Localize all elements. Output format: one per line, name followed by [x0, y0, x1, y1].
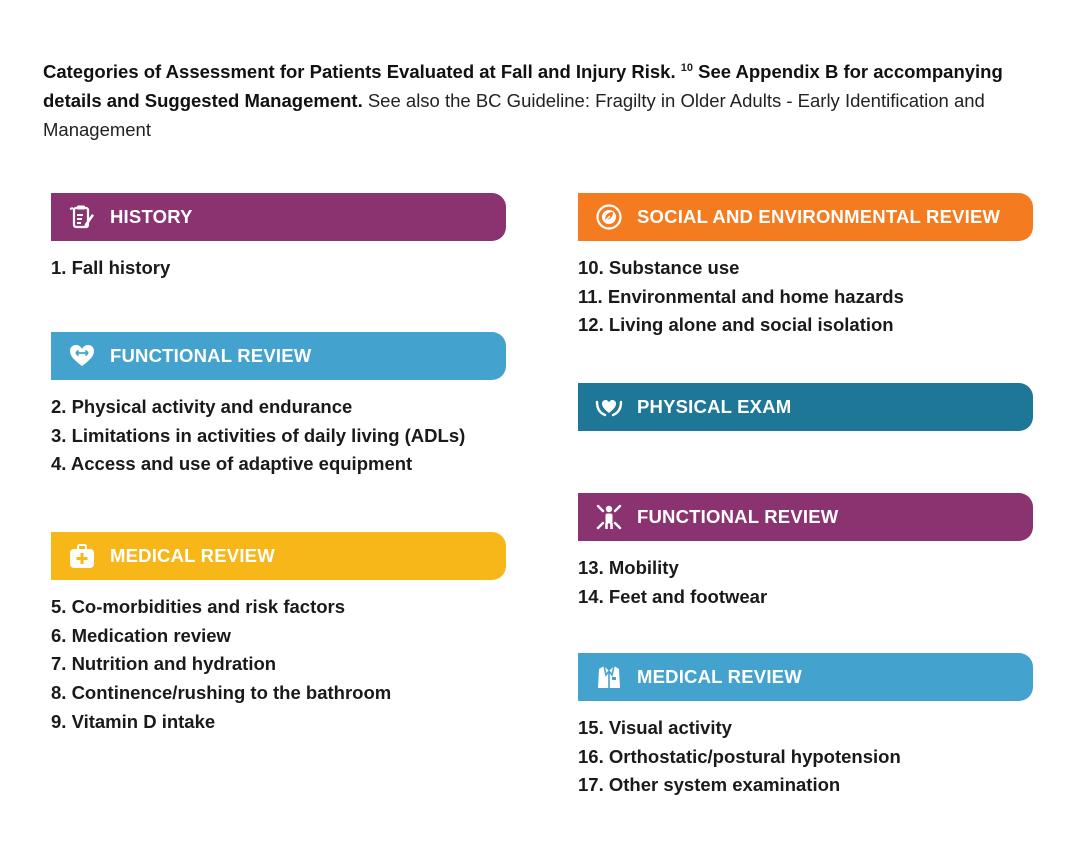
left-column	[51, 193, 506, 737]
heart-arrows-icon	[68, 342, 96, 370]
list-item: 9. Vitamin D intake	[51, 710, 216, 732]
list-item: 11. Environmental and home hazards	[578, 285, 904, 307]
caption-superscript: 10	[680, 62, 694, 74]
section-medical-review-right	[578, 653, 1033, 800]
list-item: 13. Mobility	[578, 557, 679, 578]
list-item: 10. Substance use	[578, 257, 740, 278]
item-list	[578, 241, 1033, 340]
list-item: 16. Orthostatic/postural hypotension	[578, 745, 901, 767]
caption-bold: Categories of Assessment for Patients Evaluated at Fall and Injury Risk.	[43, 61, 676, 83]
globe-leaf-icon	[595, 203, 623, 231]
list-item: 14. Feet and footwear	[578, 585, 768, 607]
section-medical-review	[51, 532, 506, 737]
person-arrows-icon	[595, 503, 623, 531]
list-item: 3. Limitations in activities of daily living (ADLs)	[51, 424, 466, 446]
list-item: 15. Visual activity	[578, 717, 732, 738]
section-header-functional-review	[51, 332, 506, 380]
list-item: 17. Other system examination	[578, 774, 841, 796]
item-list	[578, 701, 1033, 800]
caption-bold-2: See Appendix B for accompanying details and Suggested Management.	[43, 61, 1003, 112]
section-header-functional-review-right	[578, 493, 1033, 541]
section-title: FUNCTIONAL REVIEW	[637, 506, 839, 527]
section-header-physical-exam	[578, 383, 1033, 431]
section-title: FUNCTIONAL REVIEW	[110, 345, 312, 366]
section-title: PHYSICAL EXAM	[637, 396, 792, 417]
caption-regular: See also the BC Guideline: Fragilty in Older Adults - Early Identification and Management	[43, 90, 985, 141]
section-header-history	[51, 193, 506, 241]
section-title: MEDICAL REVIEW	[110, 545, 275, 566]
item-list	[51, 580, 506, 737]
item-list	[578, 541, 1033, 611]
list-item: 7. Nutrition and hydration	[51, 653, 277, 675]
clipboard-pen-icon	[68, 203, 96, 231]
section-title: MEDICAL REVIEW	[637, 666, 802, 687]
list-item: 4. Access and use of adaptive equipment	[51, 453, 413, 475]
section-functional-review-right	[578, 493, 1033, 653]
section-header-medical-review-right	[578, 653, 1033, 701]
section-header-social-environmental	[578, 193, 1033, 241]
section-social-environmental-review	[578, 193, 1033, 383]
list-item: 2. Physical activity and endurance	[51, 396, 353, 417]
hands-heart-icon	[595, 393, 623, 421]
section-title: SOCIAL AND ENVIRONMENTAL REVIEW	[637, 206, 1001, 227]
lab-coat-icon	[595, 663, 623, 691]
section-functional-review	[51, 332, 506, 532]
list-item: 6. Medication review	[51, 624, 231, 646]
list-item: 5. Co-morbidities and risk factors	[51, 596, 346, 617]
list-item: 1. Fall history	[51, 257, 171, 278]
section-title: HISTORY	[110, 206, 193, 227]
section-physical-exam	[578, 383, 1033, 493]
medical-kit-icon	[68, 542, 96, 570]
item-list	[51, 241, 506, 283]
section-history	[51, 193, 506, 332]
section-header-medical-review	[51, 532, 506, 580]
list-item: 12. Living alone and social isolation	[578, 314, 894, 336]
item-list	[51, 380, 506, 479]
list-item: 8. Continence/rushing to the bathroom	[51, 682, 392, 704]
caption	[43, 54, 1043, 144]
right-column	[578, 193, 1033, 800]
